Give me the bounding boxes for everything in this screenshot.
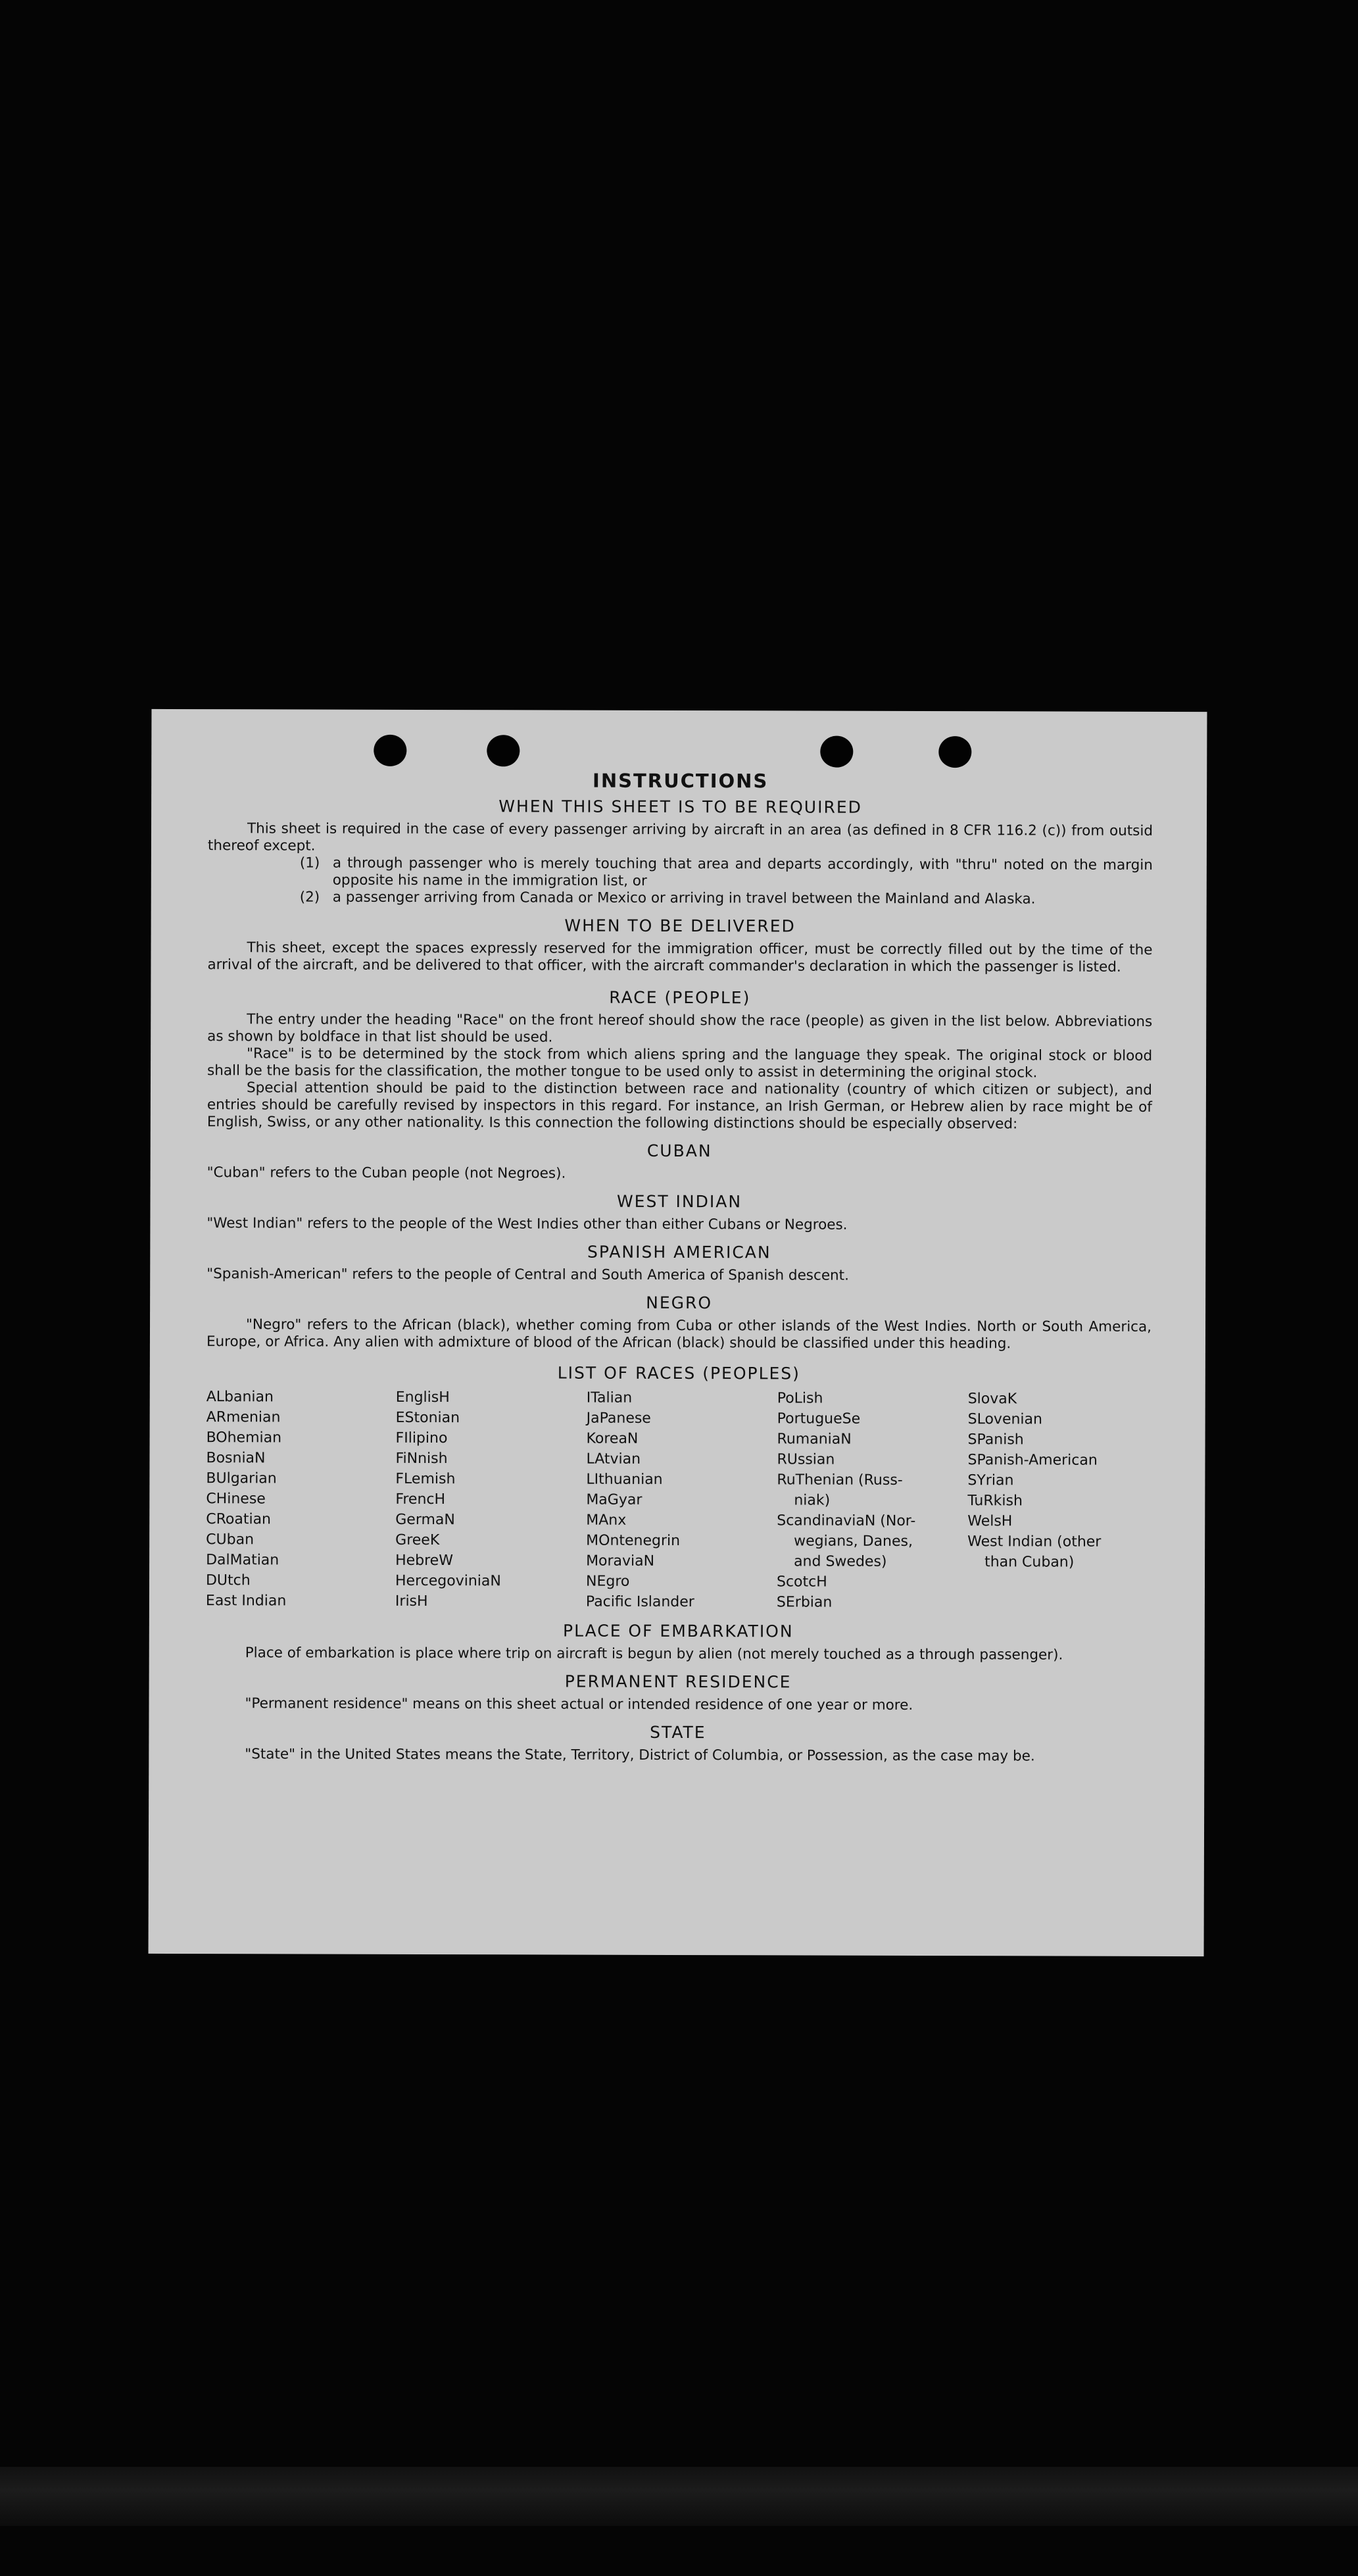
race-item: East Indian [205,1593,287,1610]
required-item-2 [208,889,1153,908]
race-item: FiNnish [395,1450,448,1468]
item-text: a passenger arriving from Canada or Mexico or arriving in travel between the Mainland and Alaska. [332,889,1036,908]
race-item: EnglisH [395,1389,450,1406]
race-item: CRoatian [206,1511,272,1528]
item-number: (1) [299,855,320,872]
race-item: DUtch [205,1572,251,1589]
race-item: MAnx [586,1512,627,1529]
delivered-text: This sheet, except the spaces expressly reserved for the immigration officer, must be correctly filled out by the time of the arrival of the aircraft, and be delivered to that officer, with the aircraft commander's declaration in which the passenger is listed. [207,939,1153,976]
race-item: FLemish [395,1470,456,1488]
required-intro: This sheet is required in the case of every passenger arriving by aircraft in an area (as defined in 8 CFR 116.2 (c)) from outsid thereof except. [207,820,1153,855]
race-item: KoreaN [586,1430,639,1447]
race-item: RumaniaN [777,1431,852,1448]
race-item: PortugueSe [777,1410,861,1427]
spanish-american-text: "Spanish-American" refers to the people of Central and South America of Spanish descent. [206,1266,849,1284]
section-heading-negro: NEGRO [646,1293,713,1313]
race-item: West Indian (other [967,1533,1102,1550]
race-item: SlovaK [967,1391,1017,1408]
race-item: ScandinaviaN (Nor- [777,1512,916,1529]
section-heading-permanent-residence: PERMANENT RESIDENCE [564,1672,792,1692]
race-item: LIthuanian [586,1471,663,1488]
instruction-sheet [149,709,1207,1956]
race-column-5 [967,1389,1152,1614]
race-item: GreeK [395,1531,440,1549]
race-item: ARmenian [206,1409,281,1426]
race-item: EStonian [395,1409,460,1427]
punch-hole-3 [820,736,853,768]
race-item: BosniaN [206,1450,266,1467]
item-text: a through passenger who is merely touching that area and departs accordingly, with "thru" noted on the margin opposite his name in the immigration list, or [332,855,1153,889]
race-column-3 [586,1388,777,1613]
race-item-continued: niak) [794,1492,831,1509]
race-item: LAtvian [586,1450,641,1468]
race-item: HercegoviniaN [395,1572,501,1590]
race-item: MoraviaN [586,1552,655,1570]
race-item: CUban [206,1531,255,1548]
required-item-1 [208,855,1153,891]
race-list [206,1387,1152,1614]
west-indian-text: "West Indian" refers to the people of the West Indies other than either Cubans or Negroes. [206,1215,848,1233]
race-item: PoLish [777,1390,823,1407]
punch-hole-4 [938,736,971,768]
race-item: IrisH [395,1593,428,1610]
negro-text: "Negro" refers to the African (black), whether coming from Cuba or other islands of the West Indies. North or South America, Europe, or Africa. Any alien with admixture of blood of the African (black) should be classified under this heading. [206,1316,1152,1352]
race-column-2 [395,1387,587,1612]
residence-text: "Permanent residence" means on this sheet actual or intended residence of one year or more. [245,1695,913,1714]
race-item-continued: wegians, Danes, [794,1533,913,1550]
race-item: BOhemian [206,1429,282,1447]
race-item: SPanish [967,1431,1024,1449]
scanner-edge-band [0,2467,1358,2526]
section-heading-cuban: CUBAN [646,1141,712,1161]
race-item: RUssian [777,1451,835,1468]
section-heading-state: STATE [650,1722,706,1743]
item-number: (2) [299,889,320,906]
section-heading-embarkation: PLACE OF EMBARKATION [562,1621,794,1641]
punch-hole-1 [374,735,406,766]
race-column-1 [206,1387,396,1612]
race-item: FIlipino [395,1429,448,1447]
section-heading-race: RACE (PEOPLE) [609,987,751,1008]
race-item: ITalian [586,1389,633,1406]
race-item: DalMatian [206,1552,279,1569]
race-item: GermaN [395,1511,455,1529]
race-paragraph-2: "Race" is to be determined by the stock from which aliens spring and the language they speak. The original stock or blood shall be the basis for the classification, the mother tongue to be used only to assist in determining the original stock. [207,1045,1153,1081]
race-column-4 [777,1388,968,1613]
section-heading-west-indian: WEST INDIAN [616,1191,742,1212]
race-item: BUlgarian [206,1470,277,1487]
section-heading-list-of-races: LIST OF RACES (PEOPLES) [557,1363,800,1383]
race-item: JaPanese [586,1410,651,1427]
section-heading-delivered: WHEN TO BE DELIVERED [564,916,796,936]
race-item: RuThenian (Russ- [777,1472,903,1489]
section-heading-spanish-american: SPANISH AMERICAN [587,1242,771,1262]
race-item: NEgro [585,1573,630,1590]
embarkation-text: Place of embarkation is place where trip on aircraft is begun by alien (not merely touched as a through passenger). [245,1645,1063,1664]
punch-hole-2 [487,735,520,766]
race-item: FrencH [395,1491,446,1508]
race-item-continued: than Cuban) [984,1554,1075,1571]
race-item: SYrian [967,1472,1014,1489]
cuban-text: "Cuban" refers to the Cuban people (not Negroes). [206,1164,566,1182]
page-title: INSTRUCTIONS [593,769,769,793]
race-item: WelsH [967,1513,1013,1530]
race-item: HebreW [395,1552,454,1570]
state-text: "State" in the United States means the State, Territory, District of Columbia, or Possession, as the case may be. [245,1746,1035,1765]
race-paragraph-3: Special attention should be paid to the distinction between race and nationality (country of which citizen or subject), and entries should be carefully revised by inspectors in this regard. For instance, an Irish German, or Hebrew alien by race might be of English, Swiss, or any other nationality. Is this connection the following distinctions should be especially observed: [206,1079,1153,1133]
race-paragraph-1: The entry under the heading "Race" on the front hereof should show the race (people) as given in the list below. Abbreviations as shown by boldface in that list should be used. [207,1011,1153,1046]
race-item: ScotcH [776,1573,827,1591]
race-item: SErbian [776,1594,833,1611]
race-item-continued: and Swedes) [794,1553,887,1570]
race-item: Pacific Islander [585,1593,694,1611]
section-heading-required: WHEN THIS SHEET IS TO BE REQUIRED [498,797,862,817]
race-item: ALbanian [206,1389,274,1406]
race-item: CHinese [206,1491,266,1508]
race-item: TuRkish [967,1493,1023,1510]
race-item: MaGyar [586,1491,643,1508]
race-item: MOntenegrin [586,1532,681,1550]
race-item: SLovenian [967,1411,1043,1428]
race-item: SPanish-American [967,1452,1098,1469]
